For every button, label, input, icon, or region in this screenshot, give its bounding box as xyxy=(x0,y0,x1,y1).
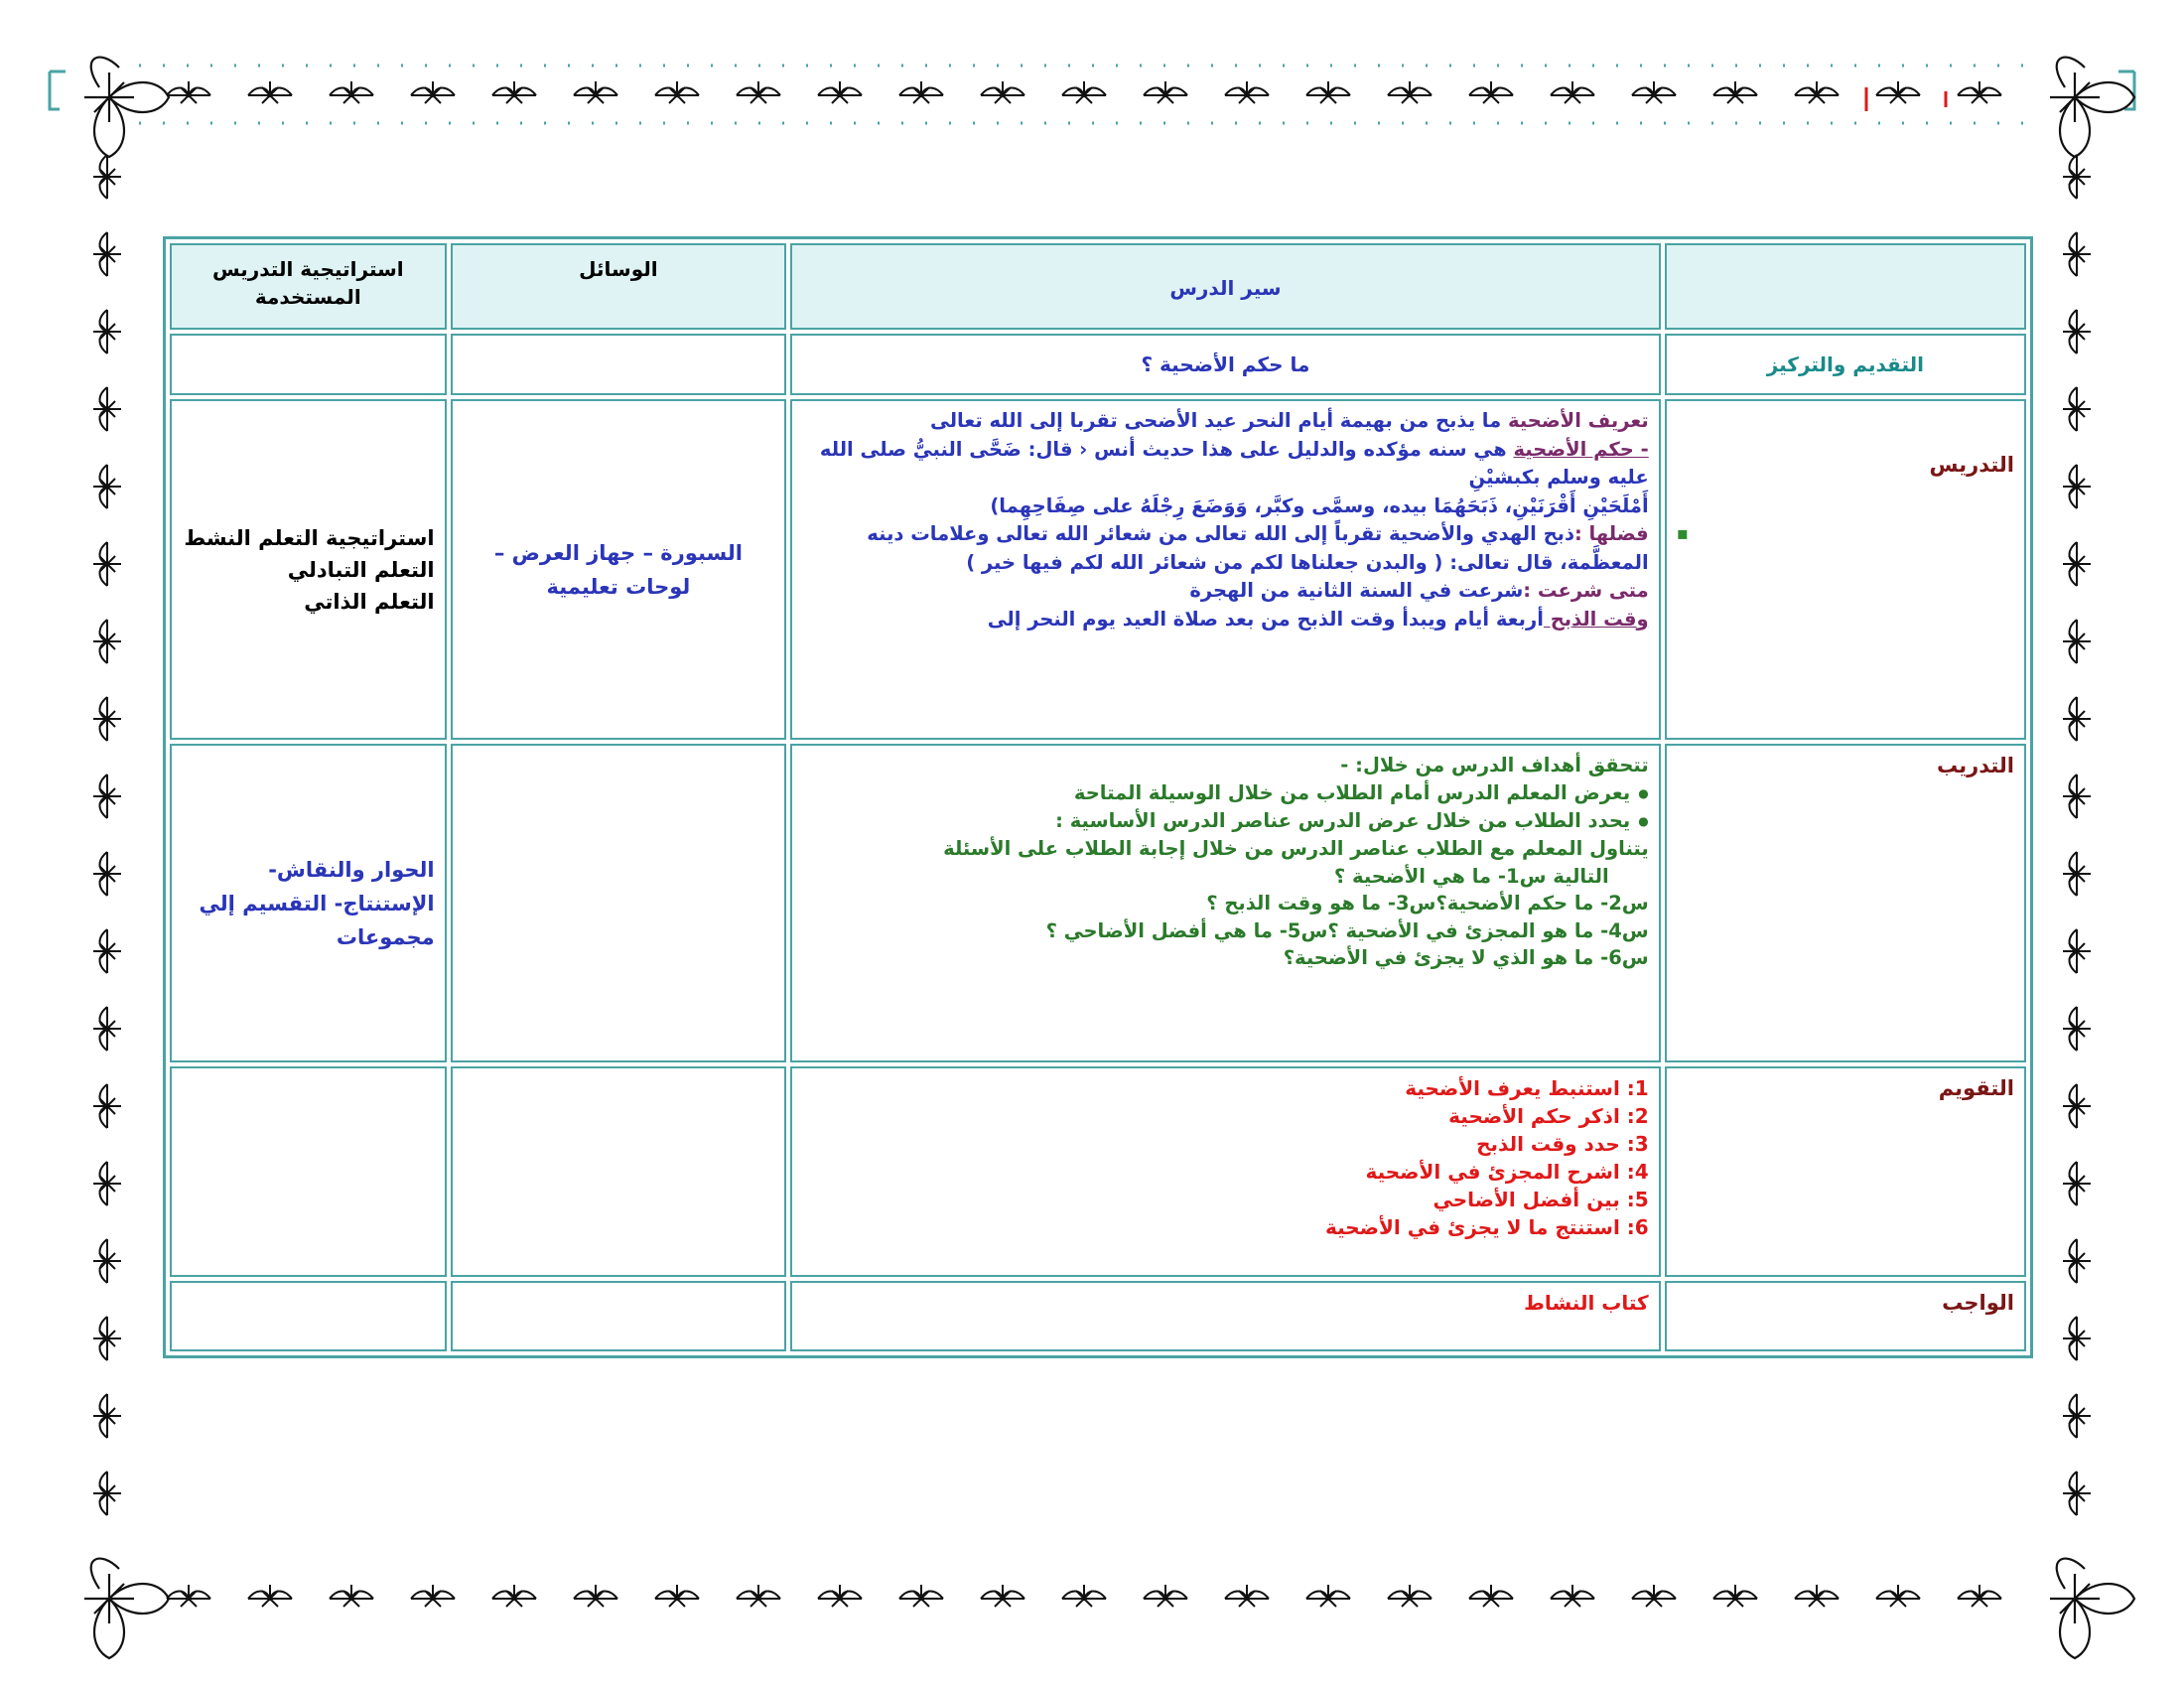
ruling-label: - حكم الأضحية xyxy=(1513,437,1649,461)
evaluation-stage-label: التقويم xyxy=(1938,1076,2014,1101)
teaching-tools-text: السبورة – جهاز العرض – لوحات تعليمية xyxy=(493,540,743,599)
evaluation-item: 3: حدد وقت الذبح xyxy=(1476,1132,1649,1157)
training-line-2: يتناول المعلم مع الطلاب عناصر الدرس من خلال إجابة الطلاب على الأسئلة xyxy=(943,837,1649,861)
training-line-1: تتحقق أهداف الدرس من خلال: - xyxy=(1340,754,1649,777)
intro-stage-label: التقديم والتركيز xyxy=(1665,334,2026,396)
training-bullet-1: ● يعرض المعلم الدرس أمام الطلاب من خلال الوسيلة المتاحة xyxy=(802,779,1648,807)
when-label: متى شرعت : xyxy=(1523,579,1649,603)
training-line-5: س4- ما هو المجزئ في الأضحية ؟س5- ما هي أفضل الأضاحي ؟ xyxy=(1045,918,1649,942)
homework-stage-label: الواجب xyxy=(1942,1291,2014,1316)
virtue-label: فضلها : xyxy=(1573,522,1649,546)
teaching-tools xyxy=(451,399,787,740)
evaluation-stage-cell xyxy=(1665,1066,2026,1277)
ruling-line xyxy=(802,436,1648,492)
training-stage-label: التدريب xyxy=(1937,754,2014,778)
homework-tools-cell xyxy=(451,1281,787,1351)
evaluation-strategy-cell xyxy=(170,1066,447,1277)
evaluation-item: 4: اشرح المجزئ في الأضحية xyxy=(1365,1160,1649,1185)
teaching-strategy xyxy=(170,399,447,740)
training-line-3: التالية س1- ما هي الأضحية ؟ xyxy=(1333,864,1609,888)
header-stage-cell xyxy=(1665,243,2026,330)
homework-strategy-cell xyxy=(170,1281,447,1351)
intro-question: ما حكم الأضحية ؟ xyxy=(790,334,1660,396)
training-content xyxy=(790,744,1660,1062)
homework-text: كتاب النشاط xyxy=(790,1281,1660,1351)
virtue-text: ذبح الهدي والأضحية تقرباً إلى الله تعالى من شعائر الله تعالى وعلامات دينه المعظَّمة، قال تعالى: ( والبدن جعلناها لكم من شعائر الله لكم فيها خير ) xyxy=(867,522,1649,574)
training-bullet-2: ● يحدد الطلاب من خلال عرض الدرس عناصر الدرس الأساسية : xyxy=(802,807,1648,835)
training-bullets xyxy=(802,779,1648,836)
time-line xyxy=(802,606,1648,634)
training-tools-cell xyxy=(451,744,787,1062)
strategy-reciprocal-learning: التعلم التبادلي xyxy=(287,557,435,582)
definition-label: تعريف الأضحية xyxy=(1508,409,1649,433)
training-strategy xyxy=(170,744,447,1062)
training-line-4: س2- ما حكم الأضحية؟س3- ما هو وقت الذبح ؟ xyxy=(1206,892,1649,915)
evaluation-item: 2: اذكر حكم الأضحية xyxy=(1448,1104,1649,1129)
teaching-stage-cell xyxy=(1665,399,2026,740)
virtue-line xyxy=(802,520,1648,577)
header-lesson-flow: سير الدرس xyxy=(790,243,1660,330)
intro-tools-cell xyxy=(451,334,787,396)
definition-text: ما يذبح من بهيمة أيام النحر عيد الأضحى تقربا إلى الله تعالى xyxy=(929,409,1508,433)
intro-strategy-cell xyxy=(170,334,447,396)
intro-row xyxy=(170,334,2026,396)
when-text: شرعت في السنة الثانية من الهجرة xyxy=(1189,579,1524,603)
ruling-text: هي سنه مؤكده والدليل على هذا حديث أنس ‹ قال: ضَحَّى النبيُّ صلى الله عليه وسلم بكبشيْنِ xyxy=(819,437,1649,490)
lesson-plan-table xyxy=(163,236,2033,1358)
time-text: أربعة أيام ويبدأ وقت الذبح من بعد صلاة العيد يوم النحر إلى xyxy=(987,607,1544,631)
header-row xyxy=(170,243,2026,330)
evaluation-tools-cell xyxy=(451,1066,787,1277)
training-strategy-text: الحوار والنقاش- الإستنتاج- التقسيم إلي مجموعات xyxy=(199,857,435,949)
training-line-6: س6- ما هو الذي لا يجزئ في الأضحية؟ xyxy=(1283,946,1649,970)
when-line xyxy=(802,577,1648,606)
evaluation-item: 6: استنتج ما لا يجزئ في الأضحية xyxy=(1324,1215,1649,1240)
definition-line xyxy=(802,407,1648,436)
homework-stage-cell xyxy=(1665,1281,2026,1351)
evaluation-item: 5: بين أفضل الأضاحي xyxy=(1433,1188,1649,1212)
teaching-row xyxy=(170,399,2026,740)
training-stage-cell xyxy=(1665,744,2026,1062)
evaluation-item: 1: استنبط يعرف الأضحية xyxy=(1405,1076,1649,1101)
training-row xyxy=(170,744,2026,1062)
homework-row xyxy=(170,1281,2026,1351)
header-tools: الوسائل xyxy=(451,243,787,330)
teaching-bullet: ▪ xyxy=(1676,523,1689,545)
evaluation-row xyxy=(170,1066,2026,1277)
header-strategy: استراتيجية التدريس المستخدمة xyxy=(170,243,447,330)
teaching-content xyxy=(790,399,1660,740)
time-label: وقت الذبح xyxy=(1543,607,1649,631)
hadith-line: أَمْلَحَيْنِ أَقْرَنَيْنِ، ذَبَحَهُمَا بيده، وسمَّى وكبَّر، وَوَضَعَ رِجْلَهُ على صِفَاحِهِما) xyxy=(990,493,1649,517)
strategy-active-learning: استراتيجية التعلم النشط xyxy=(184,525,435,550)
teaching-stage-label: التدريس xyxy=(1929,453,2014,478)
evaluation-content xyxy=(790,1066,1660,1277)
strategy-self-learning: التعلم الذاتي xyxy=(304,589,435,614)
